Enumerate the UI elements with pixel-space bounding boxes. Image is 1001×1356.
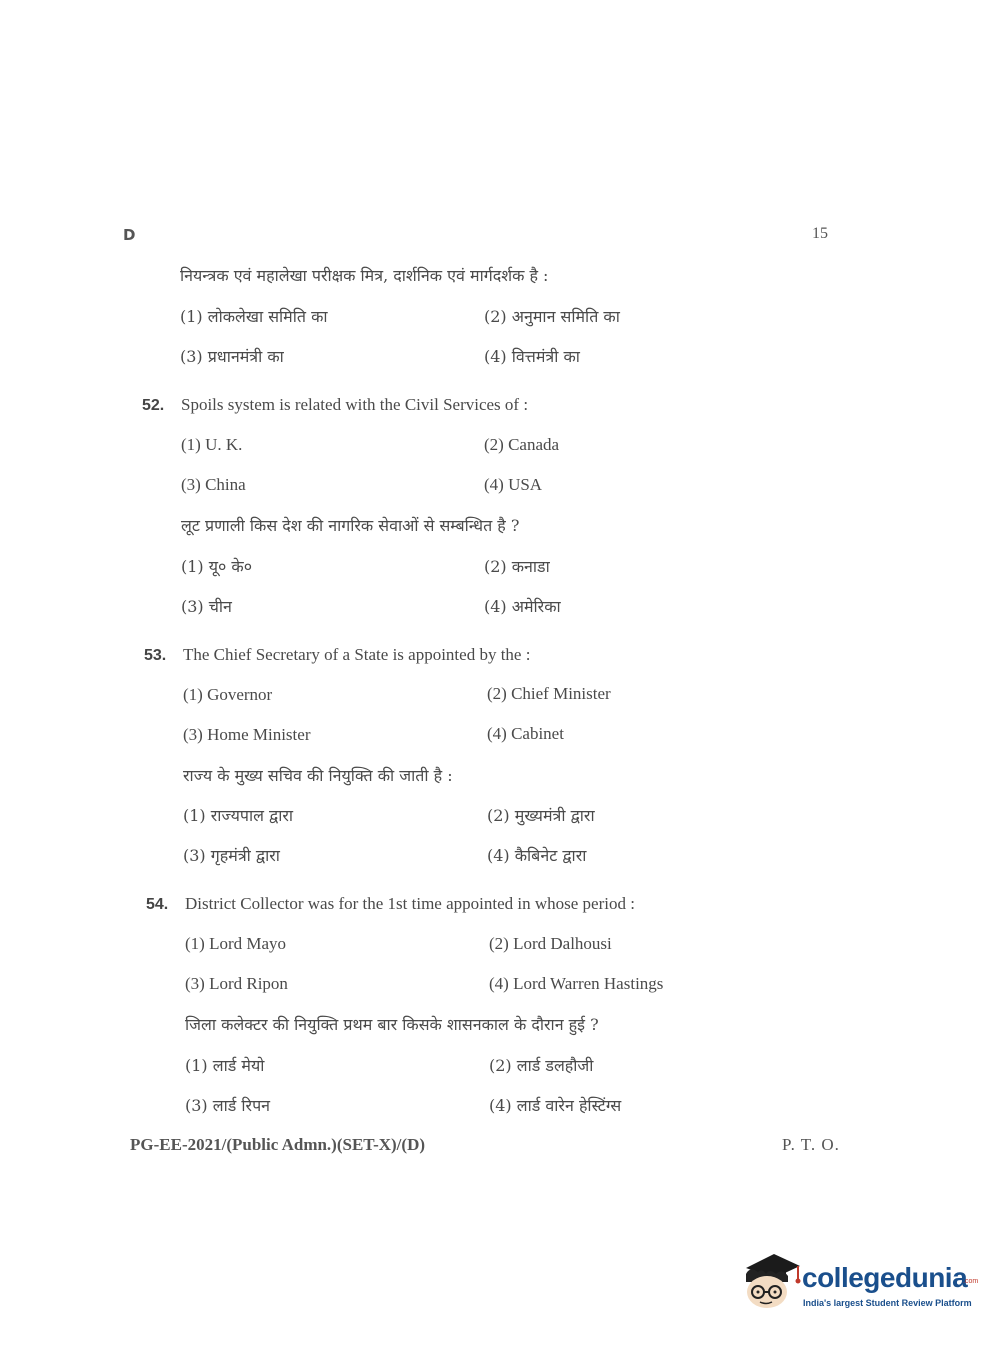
page-number: 15 — [812, 225, 828, 242]
q54-option-3-en: (3) Lord Ripon — [185, 974, 288, 993]
footer-code: PG-EE-2021/(Public Admn.)(SET-X)/(D) — [130, 1135, 426, 1154]
q53-option-3-en: (3) Home Minister — [183, 725, 311, 744]
q53-number: 53. — [144, 647, 167, 664]
q54-option-2-en: (2) Lord Dalhousi — [489, 934, 612, 953]
q53-text-hi: राज्य के मुख्य सचिव की नियुक्ति की जाती है : — [183, 766, 453, 785]
q54-option-1-hi: (1) लार्ड मेयो — [185, 1056, 265, 1075]
q52-option-1-hi: (1) यू० के० — [181, 557, 253, 576]
q54-option-1-en: (1) Lord Mayo — [185, 934, 287, 953]
q54-option-2-hi: (2) लार्ड डलहौजी — [489, 1056, 594, 1075]
q54-option-4-en: (4) Lord Warren Hastings — [489, 974, 664, 993]
q54-number: 54. — [146, 896, 169, 913]
q51-text-hi: नियन्त्रक एवं महालेखा परीक्षक मित्र, दार्शनिक एवं मार्गदर्शक है : — [180, 266, 549, 285]
q51-option-2-hi: (2) अनुमान समिति का — [484, 307, 620, 326]
q53-option-2-hi: (2) मुख्यमंत्री द्वारा — [487, 806, 595, 825]
footer-pto: P. T. O. — [782, 1135, 840, 1154]
q51-option-1-hi: (1) लोकलेखा समिति का — [180, 307, 328, 326]
q54-option-3-hi: (3) लार्ड रिपन — [185, 1096, 271, 1115]
q52-option-3-en: (3) China — [181, 475, 246, 494]
q52-text-en: Spoils system is related with the Civil Services of : — [181, 395, 529, 414]
q53-option-3-hi: (3) गृहमंत्री द्वारा — [183, 846, 280, 865]
logo-tagline: India's largest Student Review Platform — [803, 1298, 972, 1308]
q54-text-en: District Collector was for the 1st time appointed in whose period : — [185, 894, 635, 913]
logo-com-suffix: .com — [963, 1278, 979, 1285]
q53-text-en: The Chief Secretary of a State is appointed by the : — [183, 645, 531, 664]
q51-option-4-hi: (4) वित्तमंत्री का — [484, 347, 580, 366]
q52-option-4-en: (4) USA — [484, 475, 543, 494]
collegedunia-logo — [740, 1248, 979, 1318]
q51-option-3-hi: (3) प्रधानमंत्री का — [180, 347, 284, 366]
q52-text-hi: लूट प्रणाली किस देश की नागरिक सेवाओं से सम्बन्धित है ? — [181, 516, 520, 535]
mascot-icon — [740, 1248, 802, 1314]
q53-option-4-hi: (4) कैबिनेट द्वारा — [487, 846, 587, 865]
q53-option-1-en: (1) Governor — [183, 685, 273, 704]
q52-option-1-en: (1) U. K. — [181, 435, 243, 454]
q53-option-2-en: (2) Chief Minister — [487, 684, 611, 703]
q52-option-2-hi: (2) कनाडा — [484, 557, 550, 576]
q54-text-hi: जिला कलेक्टर की नियुक्ति प्रथम बार किसके शासनकाल के दौरान हुई ? — [185, 1015, 599, 1034]
set-letter: D — [123, 226, 136, 244]
q53-option-4-en: (4) Cabinet — [487, 724, 564, 743]
q52-option-4-hi: (4) अमेरिका — [484, 597, 561, 616]
q52-option-3-hi: (3) चीन — [181, 597, 232, 616]
q52-number: 52. — [142, 397, 165, 414]
logo-brand-text: collegedunia — [802, 1262, 968, 1293]
q53-option-1-hi: (1) राज्यपाल द्वारा — [183, 806, 294, 825]
q52-option-2-en: (2) Canada — [484, 435, 560, 454]
q54-option-4-hi: (4) लार्ड वारेन हेस्टिंग्स — [489, 1096, 622, 1115]
